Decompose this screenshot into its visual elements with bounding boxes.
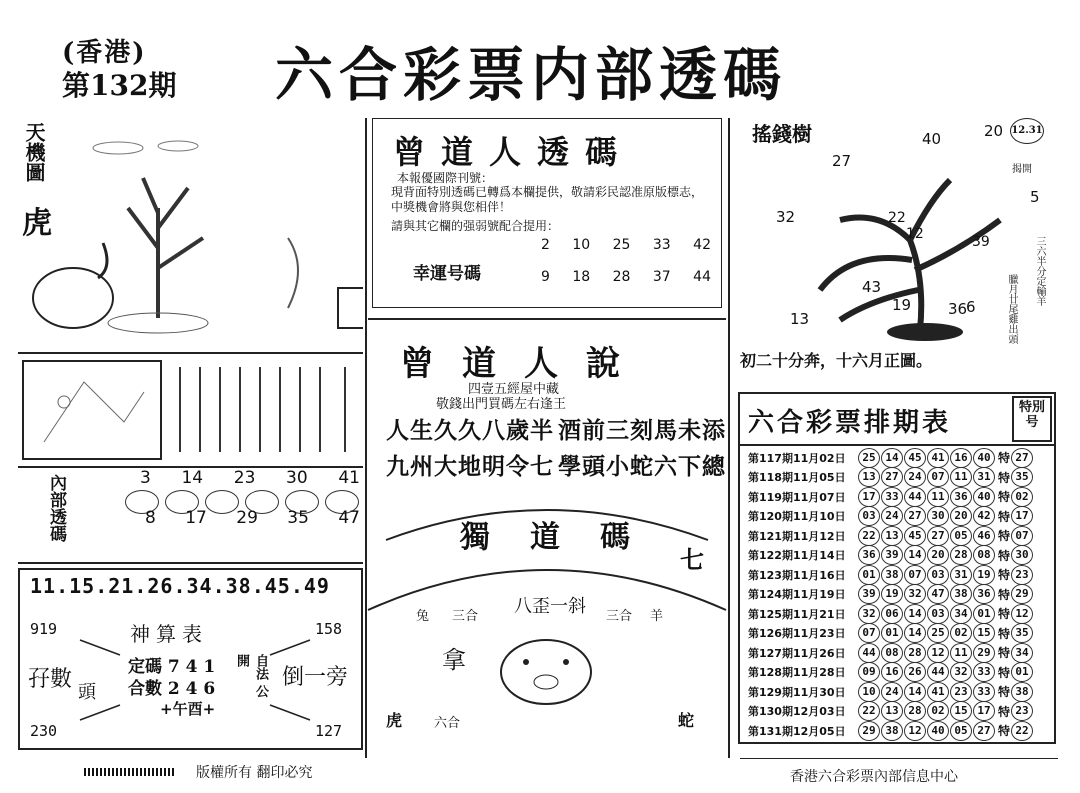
tree-num: 43: [862, 278, 882, 296]
number-ball: 08: [973, 545, 995, 565]
divine-table-box: [18, 568, 363, 750]
number-ball: 05: [950, 526, 972, 546]
tree-num: 22: [888, 210, 906, 226]
number-ball: 14: [904, 604, 926, 624]
special-ball: 01: [1011, 662, 1033, 682]
schedule-table: [738, 392, 1056, 744]
corner-bottom-left: 230: [30, 722, 58, 740]
number-ball: 13: [858, 467, 880, 487]
combo-value: 2 4 6: [167, 679, 216, 699]
number-ball: 09: [858, 662, 880, 682]
number-ball: 22: [858, 701, 880, 721]
schedule-row: [748, 487, 1056, 507]
poem-line-2b: 學頭小蛇六下總: [558, 453, 726, 480]
number-ball: 02: [927, 701, 949, 721]
schedule-row: [748, 702, 1056, 722]
number-ball: 07: [927, 467, 949, 487]
number-ball: 01: [881, 623, 903, 643]
schedule-row: [748, 448, 1056, 468]
special-label: 特: [998, 529, 1011, 544]
page-title: 六合彩票内部透碼: [275, 41, 788, 109]
number-ball: 28: [950, 545, 972, 565]
lucky-top-num: 10: [572, 237, 591, 253]
special-label: 特: [998, 724, 1011, 739]
number-ball: 11: [927, 487, 949, 507]
number-ball: 03: [927, 565, 949, 585]
date-badge: 12.31: [1010, 118, 1044, 144]
internal-bottom-num: 8: [145, 508, 156, 528]
tree-num: 13: [790, 310, 810, 328]
poem-line-1b: 酒前三刻馬未添: [558, 417, 726, 444]
special-ball: 22: [1011, 721, 1033, 741]
lucky-top-num: 2: [541, 237, 550, 253]
lucky-top-num: 25: [612, 237, 631, 253]
number-ball: 08: [881, 643, 903, 663]
number-ball: 38: [881, 721, 903, 741]
number-ball: 41: [927, 682, 949, 702]
tree-num: 12: [906, 226, 924, 242]
numbers-line: 11.15.21.26.34.38.45.49: [30, 574, 330, 598]
schedule-row-label: 第125期11月21日: [748, 607, 846, 621]
special-label: 特: [998, 451, 1011, 466]
special-label: 特: [998, 665, 1011, 680]
arrow-lines: [70, 630, 320, 730]
number-ball: 13: [881, 526, 903, 546]
number-ball: 27: [927, 526, 949, 546]
number-ball: 39: [881, 545, 903, 565]
number-ball: 12: [904, 721, 926, 741]
schedule-row: [748, 565, 1056, 585]
number-ball: 24: [904, 467, 926, 487]
notice-line-1: 本報優國際刊號：: [397, 171, 494, 185]
number-ball: 11: [950, 643, 972, 663]
divider-right: [728, 118, 730, 758]
schedule-row: [748, 604, 1056, 624]
right-combo: 三合: [606, 609, 633, 624]
number-ball: 13: [881, 701, 903, 721]
master-says-sub-1: 四壹五經屋中藏: [468, 382, 560, 397]
side-note-1: 三六半分定輸羊: [1034, 236, 1045, 306]
number-ball: 19: [973, 565, 995, 585]
left-combo: 三合: [452, 609, 479, 624]
schedule-row: [748, 585, 1056, 605]
lucky-top-row: [541, 237, 711, 253]
schedule-row: [748, 721, 1056, 741]
corner-top-right: 158: [315, 620, 343, 638]
lucky-code-label: 幸運号碼: [413, 264, 481, 284]
special-label: 特: [998, 587, 1011, 602]
fixed-code-value: 7 4 1: [167, 657, 216, 677]
left-animal: 兔: [416, 609, 430, 624]
right-animal: 羊: [650, 609, 664, 624]
number-ball: 06: [881, 604, 903, 624]
schedule-row-label: 第120期11月10日: [748, 510, 846, 524]
right-footer: 香港六合彩票內部信息中心: [790, 769, 958, 785]
internal-top-row: [140, 468, 360, 488]
special-ball: 23: [1011, 565, 1033, 585]
schedule-row-label: 第119期11月07日: [748, 490, 846, 504]
number-ball: 24: [881, 506, 903, 526]
special-ball: 12: [1011, 604, 1033, 624]
bottom-left-animal: 虎: [386, 711, 403, 730]
divine-table-title: 神算表: [130, 622, 208, 646]
number-ball: 03: [927, 604, 949, 624]
fixed-code-label: 定碼: [128, 657, 162, 677]
copyright-footer: 版權所有 翻印必究: [196, 765, 313, 781]
number-ball: 45: [904, 526, 926, 546]
schedule-row-label: 第127期11月26日: [748, 646, 846, 660]
left-divider-3: [18, 562, 363, 564]
internal-top-num: 23: [233, 468, 256, 488]
number-ball: 36: [973, 584, 995, 604]
left-divider-1: [18, 352, 363, 354]
internal-bottom-num: 35: [287, 508, 309, 528]
notice-line-3: 請與其它欄的强弱號配合提用：: [391, 219, 560, 233]
number-ball: 26: [904, 662, 926, 682]
schedule-row: [748, 507, 1056, 527]
lucky-bottom-row: [541, 269, 711, 285]
issue-number: 第132期: [62, 69, 177, 102]
number-ball: 24: [881, 682, 903, 702]
number-ball: 45: [904, 448, 926, 468]
side-label: 自法 公開: [234, 654, 268, 698]
schedule-row: [748, 663, 1056, 683]
special-ball: 35: [1011, 467, 1033, 487]
number-ball: 31: [973, 467, 995, 487]
right-footer-line: [740, 758, 1058, 759]
region-label: (香港): [62, 38, 147, 68]
special-ball: 17: [1011, 506, 1033, 526]
number-ball: 33: [881, 487, 903, 507]
number-ball: 44: [904, 487, 926, 507]
master-code-title: 曾道人透碼: [393, 133, 634, 171]
number-ball: 44: [858, 643, 880, 663]
lucky-bottom-num: 28: [612, 269, 631, 285]
number-ball: 33: [973, 682, 995, 702]
sky-picture-label: 天機圖: [22, 122, 46, 182]
side-note-2: 臘月廿尾雞出頭: [1006, 274, 1017, 344]
number-ball: 14: [904, 623, 926, 643]
number-ball: 32: [950, 662, 972, 682]
arc-text: 八歪一斜: [514, 596, 586, 617]
mid-divider-1: [368, 318, 726, 320]
sketch-illustration: [24, 362, 160, 458]
number-ball: 25: [858, 448, 880, 468]
special-ball: 34: [1011, 643, 1033, 663]
schedule-rows: [748, 448, 1056, 741]
schedule-row: [748, 546, 1056, 566]
number-ball: 16: [881, 662, 903, 682]
tree-num: 39: [972, 234, 990, 250]
number-ball: 30: [927, 506, 949, 526]
schedule-row: [748, 526, 1056, 546]
number-ball: 01: [858, 565, 880, 585]
number-ball: 16: [950, 448, 972, 468]
special-label: 特: [998, 646, 1011, 661]
master-says-title: 曾道人說: [400, 344, 648, 384]
number-ball: 33: [973, 662, 995, 682]
number-ball: 19: [881, 584, 903, 604]
schedule-row: [748, 624, 1056, 644]
schedule-row-label: 第128期11月28日: [748, 666, 846, 680]
bottom-right-animal: 蛇: [678, 711, 695, 730]
internal-bottom-num: 47: [338, 508, 360, 528]
special-label: 特: [998, 607, 1011, 622]
number-ball: 01: [973, 604, 995, 624]
number-ball: 42: [973, 506, 995, 526]
number-ball: 32: [858, 604, 880, 624]
number-ball: 38: [881, 565, 903, 585]
special-label: 特: [998, 704, 1011, 719]
special-ball: 29: [1011, 584, 1033, 604]
number-ball: 28: [904, 643, 926, 663]
internal-top-num: 14: [181, 468, 204, 488]
tree-caption: 初二十分奔，十六月正圖。: [740, 351, 933, 370]
tree-num: 20: [984, 122, 1004, 140]
number-ball: 17: [858, 487, 880, 507]
number-ball: 27: [881, 467, 903, 487]
number-ball: 29: [858, 721, 880, 741]
number-ball: 14: [904, 682, 926, 702]
schedule-row-label: 第130期12月03日: [748, 705, 846, 719]
sky-picture-panel: [18, 118, 363, 348]
number-ball: 17: [973, 701, 995, 721]
number-ball: 14: [881, 448, 903, 468]
bottom-left-combo: 六合: [434, 716, 461, 731]
schedule-row-label: 第123期11月16日: [748, 568, 846, 582]
number-ball: 20: [950, 506, 972, 526]
money-tree-title: 搖錢樹: [752, 122, 812, 146]
special-label: 特: [998, 685, 1011, 700]
poem-line-2a: 九州大地明令七: [386, 453, 554, 480]
special-ball: 30: [1011, 545, 1033, 565]
number-ball: 29: [973, 643, 995, 663]
number-ball: 20: [927, 545, 949, 565]
schedule-row: [748, 682, 1056, 702]
unique-code-right: 七: [680, 545, 704, 574]
schedule-row: [748, 643, 1056, 663]
number-ball: 40: [927, 721, 949, 741]
vertical-text-block: [170, 362, 360, 458]
special-ball: 07: [1011, 526, 1033, 546]
schedule-row-label: 第131期12月05日: [748, 724, 846, 738]
center-character: 拿: [442, 646, 466, 674]
number-ball: 12: [927, 643, 949, 663]
right-word: 倒一旁: [282, 665, 349, 690]
number-ball: 07: [904, 565, 926, 585]
number-ball: 41: [927, 448, 949, 468]
date-badge-sub: 揭開: [1012, 164, 1032, 175]
lucky-top-num: 33: [652, 237, 671, 253]
internal-bottom-row: [145, 508, 360, 528]
sketch-box: [22, 360, 162, 460]
special-label: 特: [998, 490, 1011, 505]
number-ball: 36: [858, 545, 880, 565]
internal-top-num: 30: [286, 468, 308, 488]
tree-num: 40: [922, 130, 942, 148]
tree-num: 19: [892, 296, 912, 314]
schedule-row-label: 第118期11月05日: [748, 471, 846, 485]
zodiac-line: +午酉+: [160, 700, 216, 718]
internal-top-num: 3: [140, 468, 151, 488]
schedule-row-label: 第129期11月30日: [748, 685, 846, 699]
number-ball: 23: [950, 682, 972, 702]
schedule-row-label: 第122期11月14日: [748, 549, 846, 563]
poem-line-1a: 人生久久八歲半: [386, 417, 554, 444]
schedule-row: [748, 468, 1056, 488]
number-ball: 11: [950, 467, 972, 487]
special-ball: 02: [1011, 487, 1033, 507]
internal-bottom-num: 17: [185, 508, 207, 528]
number-ball: 47: [927, 584, 949, 604]
number-ball: 39: [858, 584, 880, 604]
schedule-special-label: 特別号: [1012, 396, 1052, 442]
schedule-row-label: 第126期11月23日: [748, 627, 846, 641]
tree-num: 6: [966, 298, 976, 316]
number-ball: 05: [950, 721, 972, 741]
special-ball: 27: [1011, 448, 1033, 468]
lucky-bottom-num: 37: [652, 269, 671, 285]
number-ball: 15: [973, 623, 995, 643]
special-label: 特: [998, 548, 1011, 563]
tree-num: 36: [948, 300, 968, 318]
special-label: 特: [998, 568, 1011, 583]
lucky-bottom-num: 18: [572, 269, 591, 285]
number-ball: 40: [973, 487, 995, 507]
schedule-title: 六合彩票排期表: [748, 408, 952, 438]
number-ball: 40: [973, 448, 995, 468]
tree-num: 27: [832, 152, 852, 170]
number-ball: 34: [950, 604, 972, 624]
corner-bottom-right: 127: [315, 722, 343, 740]
number-ball: 38: [950, 584, 972, 604]
schedule-row-label: 第121期11月12日: [748, 529, 846, 543]
internal-top-num: 41: [338, 468, 360, 488]
tree-num: 32: [776, 208, 796, 226]
number-ball: 25: [927, 623, 949, 643]
schedule-row-label: 第117期11月02日: [748, 451, 846, 465]
number-ball: 31: [950, 565, 972, 585]
number-ball: 10: [858, 682, 880, 702]
schedule-header: [740, 394, 1056, 446]
number-ball: 36: [950, 487, 972, 507]
special-ball: 38: [1011, 682, 1033, 702]
master-code-box: [372, 118, 722, 308]
sky-zodiac: 虎: [22, 206, 52, 241]
internal-bottom-num: 29: [236, 508, 258, 528]
combo-label: 合數: [128, 679, 162, 699]
special-ball: 35: [1011, 623, 1033, 643]
special-label: 特: [998, 509, 1011, 524]
number-ball: 27: [904, 506, 926, 526]
lucky-bottom-num: 9: [541, 269, 550, 285]
number-ball: 46: [973, 526, 995, 546]
elephant-tree-illustration: [18, 118, 363, 348]
special-label: 特: [998, 470, 1011, 485]
master-says-sub-2: 敬錢出門買碼左右逢王: [436, 397, 567, 412]
corner-top-left: 919: [30, 620, 58, 638]
notice-line-2: 現背面特別透碼已轉爲本欄提供，敬請彩民認准原版標志，中獎機會將與您相伴！: [391, 185, 704, 214]
number-ball: 14: [904, 545, 926, 565]
number-ball: 02: [950, 623, 972, 643]
barcode-icon: [84, 768, 174, 776]
unique-code-title: 獨道碼: [460, 520, 670, 555]
left-word-2: 頭: [78, 682, 96, 703]
lucky-bottom-num: 44: [693, 269, 711, 285]
number-ball: 15: [950, 701, 972, 721]
number-ball: 07: [858, 623, 880, 643]
special-ball: 23: [1011, 701, 1033, 721]
number-ball: 44: [927, 662, 949, 682]
schedule-row-label: 第124期11月19日: [748, 588, 846, 602]
internal-code-label: 內部透碼: [46, 474, 66, 542]
number-ball: 28: [904, 701, 926, 721]
left-word: 孖數: [28, 667, 73, 692]
tree-num: 5: [1030, 188, 1040, 206]
number-ball: 27: [973, 721, 995, 741]
number-ball: 03: [858, 506, 880, 526]
special-label: 特: [998, 626, 1011, 641]
lucky-top-num: 42: [693, 237, 711, 253]
number-ball: 22: [858, 526, 880, 546]
number-ball: 32: [904, 584, 926, 604]
